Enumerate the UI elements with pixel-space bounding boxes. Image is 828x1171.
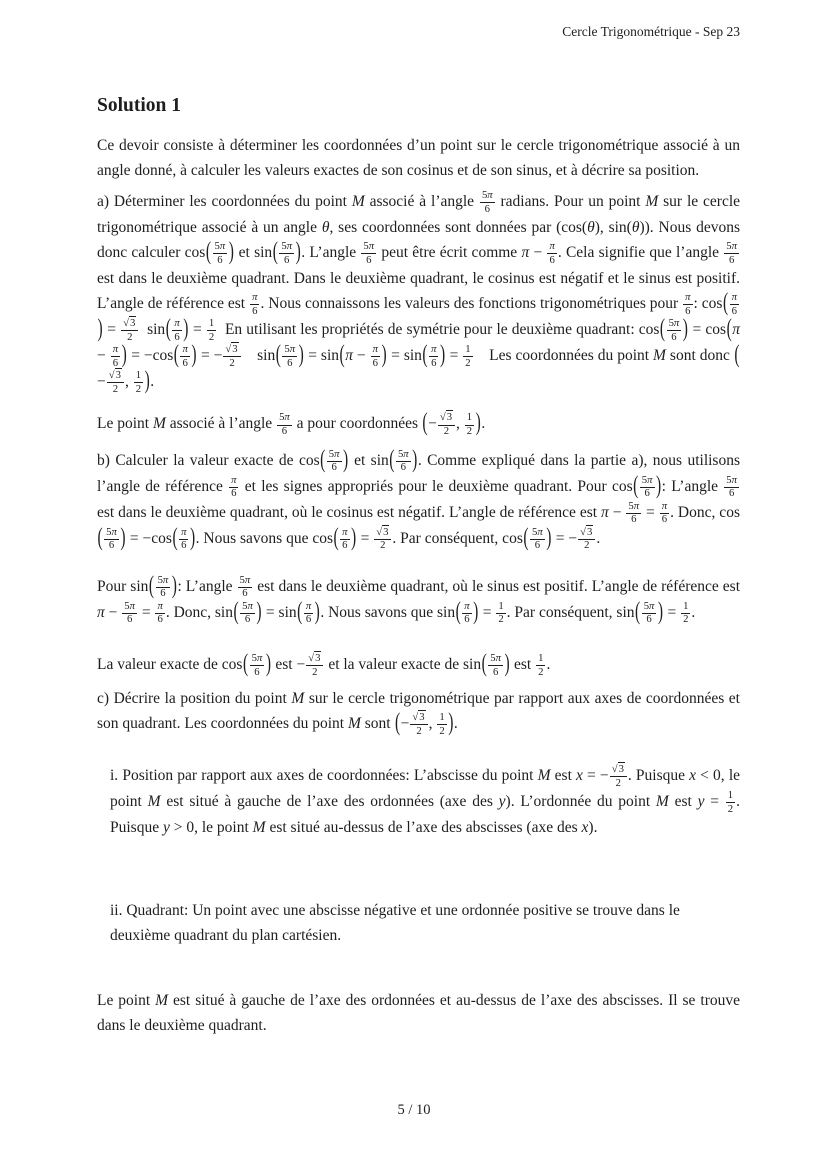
open-paren: ( [659,315,666,343]
open-paren: ( [272,238,278,266]
math-fraction: $\frac{\pi}{6}$ [112,343,119,369]
math-fraction: $\frac{5\pi}{6}$ [490,652,501,678]
math-variable: θ [587,219,595,237]
math-fraction: $\frac{\pi}{6}$ [685,291,691,317]
page-header: Cercle Trigonométrique - Sep 23 [562,24,740,39]
math-variable: π [247,599,253,612]
math-variable: M [347,715,361,733]
math-variable: π [731,473,737,486]
math-variable: π [334,447,340,460]
math-fraction: $\frac{5\pi}{6}$ [328,447,340,474]
math-variable: π [368,240,375,253]
math-variable: π [286,240,293,253]
open-paren: ( [394,709,401,737]
math-fraction: $\frac{\pi}{6}$ [464,599,470,626]
math-fraction: $\frac{5\pi}{6}$ [726,473,737,500]
document-content [97,0,740,1038]
math-variable: π [112,343,119,356]
math-variable: π [673,317,680,330]
math-variable: M [147,793,161,811]
sqrt-icon: √ [580,525,587,538]
close-paren: ) [228,238,234,266]
math-fraction: $\frac{1}{2}$ [135,369,142,395]
math-variable: π [600,503,609,521]
close-paren: ) [314,598,320,626]
math-variable: π [289,343,296,356]
math-variable: π [157,599,163,612]
sqrt-icon: √ [376,525,383,538]
math-fraction: $\frac{\pi}{6}$ [731,291,737,317]
item-ii-quadrant-paragraph: ii. Quadrant: Un point avec une abscisse négative et une ordonnée positive se trouve dans le deuxième quadrant du plan cartésien. [110,902,680,945]
math-fraction: $\frac{5\pi}{6}$ [284,343,296,369]
math-variable: π [431,343,437,356]
close-paren: ) [351,523,357,552]
open-paren: ( [172,523,178,552]
math-variable: π [731,240,737,253]
math-fraction: $\frac{\pi}{6}$ [431,343,437,369]
close-paren: ) [265,650,271,678]
math-variable: M [291,690,305,708]
close-paren: ) [183,315,189,343]
math-variable: π [403,447,409,460]
math-variable: y [162,819,170,837]
math-variable: x [576,767,583,785]
open-paren: ( [165,315,171,343]
intro-paragraph: Ce devoir consiste à déterminer les coordonnées d’un point sur le cercle trigonométrique associé à un angle donné, à calculer les valeurs exactes de son cosinus et de son sinus, et à décrire sa position. [97,137,740,179]
math-fraction: $\frac{\pi}{6}$ [181,525,187,552]
open-paren: ( [734,341,740,369]
close-paren: ) [97,315,103,343]
item-i-position-paragraph: i. Position par rapport aux axes de coordonnées: L’abscisse du point M est x = − $\frac{√3}{2}$ . Puisque x < 0, le point M est situé à gauche de l’axe des ordonnées (axe des y). L’ordonnée du point M est y = $\frac{1}{2}$ . Puisque y > 0, le point M est situé au-dessus de l’axe des abscisses (axe des x). [110,763,741,837]
open-paren: ( [726,315,732,343]
close-paren: ) [121,341,127,369]
math-variable: M [252,819,266,837]
part-b-cos-paragraph: b) Calculer la valeur exacte de cos( $\frac{5\pi}{6}$ ) et sin( $\frac{5\pi}{6}$ ). Comme expliqué dans la partie a), nous utilisons l’angle de référence $\frac{\pi}{6}$ et les signes appropriés pour le deuxième quadrant. Pour cos( $\frac{5\pi}{6}$ ): L’angle $\frac{5\pi}{6}$ est dans le deuxième quadrant, où le cosinus est négatif. L’angle de référence est π − $\frac{5\pi}{6}$ = $\frac{\pi}{6}$ . Donc, cos( $\frac{5\pi}{6}$ ) = −cos( $\frac{\pi}{6}$ ). Nous savons que cos( $\frac{\pi}{6}$ ) = $\frac{√3}{2}$ . Par conséquent, cos( $\frac{5\pi}{6}$ ) = − $\frac{√3}{2}$ . [97,448,740,552]
math-variable: M [537,767,551,785]
open-paren: ( [333,523,339,552]
math-variable: π [647,473,653,486]
part-a-result: Le point M associé à l’angle $\frac{5\pi}{6}$ a pour coordonnées (− $\frac{√3}{2}$ , $\frac{1}{2}$ ). [97,411,740,437]
math-variable: π [549,240,555,253]
close-paren: ) [473,598,479,626]
close-paren: ) [189,523,196,552]
math-variable: π [464,599,470,612]
math-variable: π [495,652,501,665]
sqrt-icon: √ [308,652,315,665]
close-paren: ) [504,650,510,678]
math-fraction: $\frac{5\pi}{6}$ [726,240,737,266]
math-fraction: $\frac{\pi}{6}$ [157,599,163,626]
open-paren: ( [389,445,395,474]
close-paren: ) [448,709,454,737]
math-variable: M [655,793,669,811]
part-b-sin-paragraph: Pour sin( $\frac{5\pi}{6}$ ): L’angle $\frac{5\pi}{6}$ est dans le deuxième quadrant, où le sinus est positif. L’angle de référence est π − $\frac{5\pi}{6}$ = $\frac{\pi}{6}$ . Donc, sin( $\frac{5\pi}{6}$ ) = sin( $\frac{\pi}{6}$ ). Nous savons que sin( $\frac{\pi}{6}$ ) = $\frac{1}{2}$ . Par conséquent, sin( $\frac{5\pi}{6}$ ) = $\frac{1}{2}$ . [97,574,740,626]
math-fraction: $\frac{5\pi}{6}$ [214,240,226,266]
close-paren: ) [439,341,446,369]
math-variable: π [111,525,117,538]
math-fraction: $\frac{\pi}{6}$ [231,473,237,500]
math-variable: π [181,525,187,538]
open-paren: ( [422,341,428,369]
open-paren: ( [320,445,326,474]
page-title: Solution 1 [97,95,181,116]
close-paren: ) [120,523,126,552]
close-paren: ) [343,445,349,474]
math-variable: π [732,321,740,339]
sqrt-icon: √ [225,343,232,356]
math-variable: π [521,244,530,262]
math-fraction: $\frac{5\pi}{6}$ [239,573,251,600]
open-paren: ( [148,571,155,600]
math-variable: π [129,599,135,612]
close-paren: ) [656,471,662,500]
math-fraction: $\frac{√3}{2}$ [305,653,324,678]
open-paren: ( [339,341,345,369]
math-variable: π [661,499,668,512]
sqrt-icon: √ [439,411,446,424]
math-fraction: $\frac{5\pi}{6}$ [643,599,655,626]
math-fraction: $\frac{√3}{2}$ [437,412,456,437]
math-fraction: $\frac{5\pi}{6}$ [641,473,653,500]
math-fraction: $\frac{5\pi}{6}$ [532,525,543,552]
math-variable: π [97,603,105,621]
math-fraction: $\frac{5\pi}{6}$ [281,240,293,266]
math-variable: π [162,573,169,586]
math-variable: π [284,411,290,424]
math-fraction: $\frac{√3}{2}$ [222,344,241,369]
math-variable: π [256,652,263,665]
math-variable: π [685,291,691,304]
math-variable: θ [631,219,640,237]
math-fraction: $\frac{1}{2}$ [465,343,471,369]
math-variable: π [231,473,237,486]
math-fraction: $\frac{\pi}{6}$ [342,525,348,552]
open-paren: ( [242,650,249,678]
math-fraction: $\frac{5\pi}{6}$ [242,599,253,626]
math-fraction: $\frac{1}{2}$ [208,317,215,343]
math-variable: π [305,599,312,612]
open-paren: ( [297,598,303,626]
close-paren: ) [298,341,304,369]
open-paren: ( [722,289,729,317]
close-paren: ) [144,367,150,396]
close-paren: ) [295,238,301,266]
close-paren: ) [171,571,177,600]
math-fraction: $\frac{1}{2}$ [466,411,473,438]
math-variable: π [537,525,543,538]
open-paren: ( [97,523,103,552]
math-fraction: $\frac{1}{2}$ [439,711,445,737]
math-variable: π [372,343,378,356]
math-fraction: $\frac{5\pi}{6}$ [628,499,640,526]
math-fraction: $\frac{\pi}{6}$ [182,343,188,369]
sqrt-icon: √ [108,369,115,382]
math-variable: π [633,499,640,512]
math-fraction: $\frac{1}{2}$ [683,599,689,626]
math-variable: M [152,415,166,433]
math-variable: π [174,317,180,330]
math-fraction: $\frac{√3}{2}$ [577,527,596,552]
open-paren: ( [205,238,212,266]
part-c-intro: c) Décrire la position du point M sur le cercle trigonométrique par rapport aux axes de coordonnées et son quadrant. Les coordonnées du point M sont (− $\frac{√3}{2}$ , $\frac{1}{2}$ ). [97,686,740,737]
math-variable: x [689,767,697,785]
open-paren: ( [173,341,179,369]
close-paren: ) [191,341,197,369]
math-variable: π [244,573,251,586]
open-paren: ( [635,598,641,626]
math-fraction: $\frac{1}{2}$ [538,652,544,678]
math-variable: π [219,240,226,253]
math-variable: π [649,599,655,612]
math-fraction: $\frac{5\pi}{6}$ [157,573,169,600]
open-paren: ( [481,650,487,678]
math-variable: π [182,343,188,356]
close-paren: ) [381,341,387,369]
math-variable: y [697,793,705,811]
math-fraction: $\frac{1}{2}$ [727,789,734,815]
math-fraction: $\frac{\pi}{6}$ [174,317,180,343]
math-variable: π [252,291,258,304]
math-fraction: $\frac{\pi}{6}$ [372,343,378,369]
math-fraction: $\frac{5\pi}{6}$ [251,652,263,678]
math-fraction: $\frac{√3}{2}$ [373,527,392,552]
math-variable: y [498,793,506,811]
math-variable: π [487,189,493,202]
math-fraction: $\frac{√3}{2}$ [409,712,428,737]
close-paren: ) [412,445,418,474]
math-fraction: $\frac{5\pi}{6}$ [124,599,135,626]
math-fraction: $\frac{√3}{2}$ [106,370,125,395]
math-fraction: $\frac{5\pi}{6}$ [363,240,375,266]
open-paren: ( [233,598,239,626]
conclusion-paragraph: Le point M est situé à gauche de l’axe des ordonnées et au-dessus de l’axe des abscisses. Il se trouve dans le deuxième quadrant. [97,992,740,1035]
math-variable: M [653,347,666,365]
open-paren: ( [275,341,281,369]
page-number: 5 / 10 [397,1102,431,1118]
math-variable: π [345,347,353,365]
math-fraction: $\frac{5\pi}{6}$ [397,447,409,474]
open-paren: ( [633,471,639,500]
close-paren: ) [657,598,664,626]
close-paren: ) [546,523,552,552]
math-fraction: $\frac{√3}{2}$ [120,318,139,343]
math-fraction: $\frac{5\pi}{6}$ [668,317,680,343]
part-b-result: La valeur exacte de cos( $\frac{5\pi}{6}$ ) est − $\frac{√3}{2}$ et la valeur exacte de sin( $\frac{5\pi}{6}$ ) est $\frac{1}{2}$ . [97,652,740,678]
open-paren: ( [523,523,529,552]
close-paren: ) [256,598,262,626]
math-variable: θ [321,219,330,237]
math-variable: x [581,819,589,837]
math-fraction: $\frac{5\pi}{6}$ [106,525,117,552]
math-variable: M [351,193,365,210]
math-fraction: $\frac{\pi}{6}$ [252,291,258,317]
part-a-solution: a) Déterminer les coordonnées du point M associé à l’angle $\frac{5\pi}{6}$ radians. Pour un point M sur le cercle trigonométrique associé à un angle θ, ses coordonnées sont données par (cos(θ), sin(θ)). Nous devons donc calculer cos( $\frac{5\pi}{6}$ ) et sin( $\frac{5\pi}{6}$ ). L’angle $\frac{5\pi}{6}$ peut être écrit comme π − $\frac{\pi}{6}$ . Cela signifie que l’angle $\frac{5\pi}{6}$ est dans le deuxième quadrant. Dans le deuxième quadrant, le cosinus est négatif et le sinus est positif. L’angle de référence est $\frac{\pi}{6}$ . Nous connaissons les valeurs des fonctions trigonométriques pour $\frac{\pi}{6}$ : cos( $\frac{\pi}{6}$ ) = $\frac{√3}{2}$ sin( $\frac{\pi}{6}$ ) = $\frac{1}{2}$ En utilisant les propriétés de symétrie pour le deuxième quadrant: cos( $\frac{5\pi}{6}$ ) = cos(π − $\frac{\pi}{6}$ ) = −cos( $\frac{\pi}{6}$ ) = − $\frac{√3}{2}$ sin( $\frac{5\pi}{6}$ ) = sin(π − $\frac{\pi}{6}$ ) = sin( $\frac{\pi}{6}$ ) = $\frac{1}{2}$ Les coordonnées du point M sont donc (− $\frac{√3}{2}$ , $\frac{1}{2}$ ). [97,189,740,395]
math-fraction: $\frac{\pi}{6}$ [549,240,555,266]
math-variable: π [731,291,737,304]
sqrt-icon: √ [123,317,129,330]
sqrt-icon: √ [412,711,419,724]
math-fraction: $\frac{5\pi}{6}$ [279,411,290,438]
sqrt-icon: √ [611,763,618,776]
math-fraction: $\frac{\pi}{6}$ [661,499,668,526]
close-paren: ) [682,315,688,343]
math-fraction: $\frac{√3}{2}$ [609,764,628,789]
math-variable: M [155,992,169,1010]
math-fraction: $\frac{5\pi}{6}$ [481,189,493,215]
math-variable: π [342,525,348,538]
close-paren: ) [475,409,481,438]
open-paren: ( [455,598,461,626]
open-paren: ( [422,409,428,438]
math-fraction: $\frac{1}{2}$ [498,599,504,626]
math-variable: M [645,193,659,210]
math-fraction: $\frac{\pi}{6}$ [305,599,312,626]
